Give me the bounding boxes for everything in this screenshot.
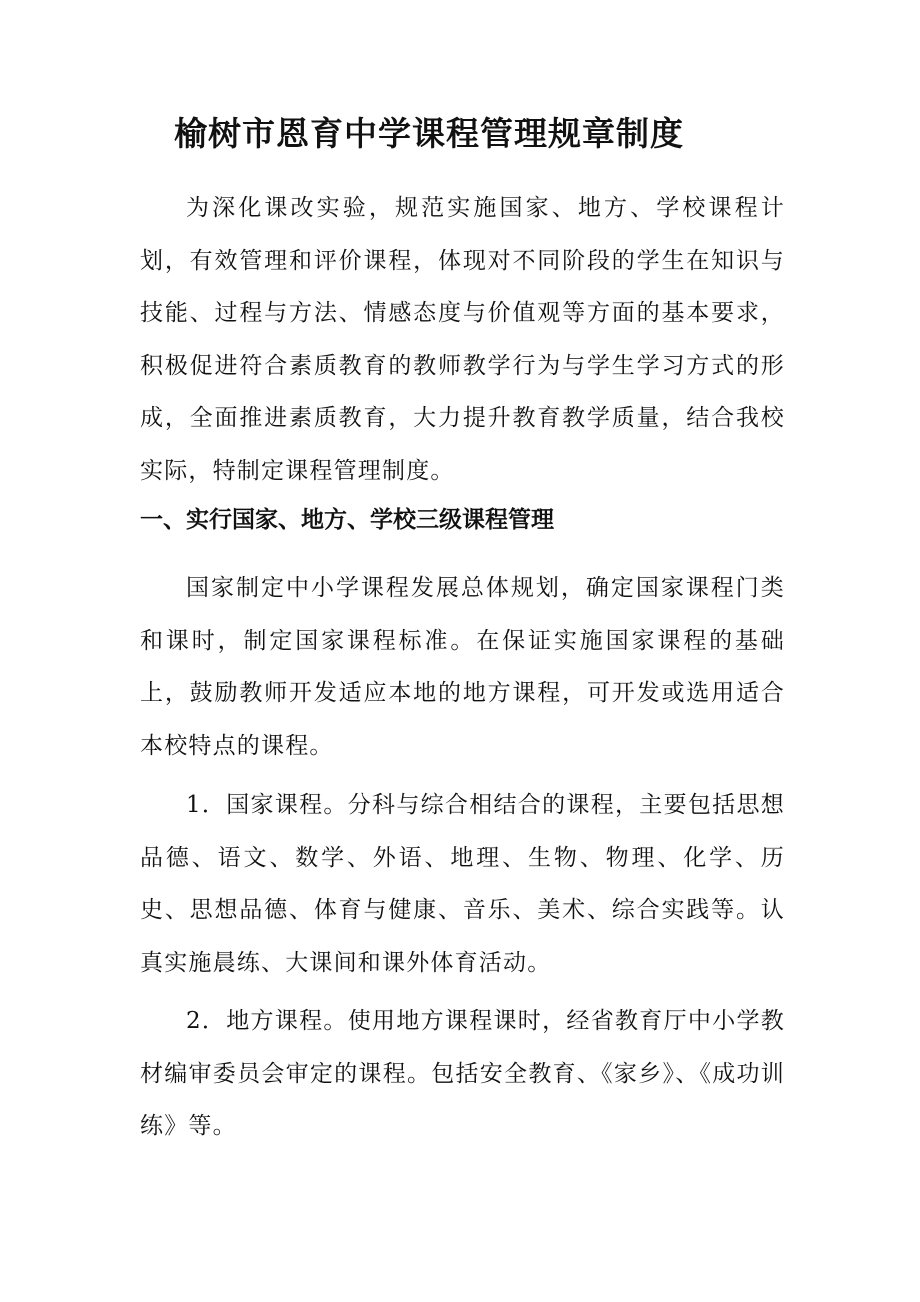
- list-item-national-curriculum: 1．国家课程。分科与综合相结合的课程，主要包括思想品德、语文、数学、外语、地理、生物、物理、化学、历史、思想品德、体育与健康、音乐、美术、综合实践等。认真实施晨练、大课间和课外体育活动。: [140, 792, 785, 976]
- intro-paragraph: 为深化课改实验，规范实施国家、地方、学校课程计划，有效管理和评价课程，体现对不同阶段的学生在知识与技能、过程与方法、情感态度与价值观等方面的基本要求，积极促进符合素质教育的教师教学行为与学生学习方式的形成，全面推进素质教育，大力提升教育教学质量，结合我校实际，特制定课程管理制度。: [140, 195, 785, 484]
- document-title: 榆树市恩育中学课程管理规章制度: [174, 114, 684, 153]
- section-paragraph: 国家制定中小学课程发展总体规划，确定国家课程门类和课时，制定国家课程标准。在保证实施国家课程的基础上，鼓励教师开发适应本地的地方课程，可开发或选用适合本校特点的课程。: [140, 575, 785, 759]
- list-item-local-curriculum: 2．地方课程。使用地方课程课时，经省教育厅中小学教材编审委员会审定的课程。包括安全教育、《家乡》、《成功训练》等。: [140, 1008, 785, 1139]
- section-heading: 一、实行国家、地方、学校三级课程管理: [140, 506, 554, 533]
